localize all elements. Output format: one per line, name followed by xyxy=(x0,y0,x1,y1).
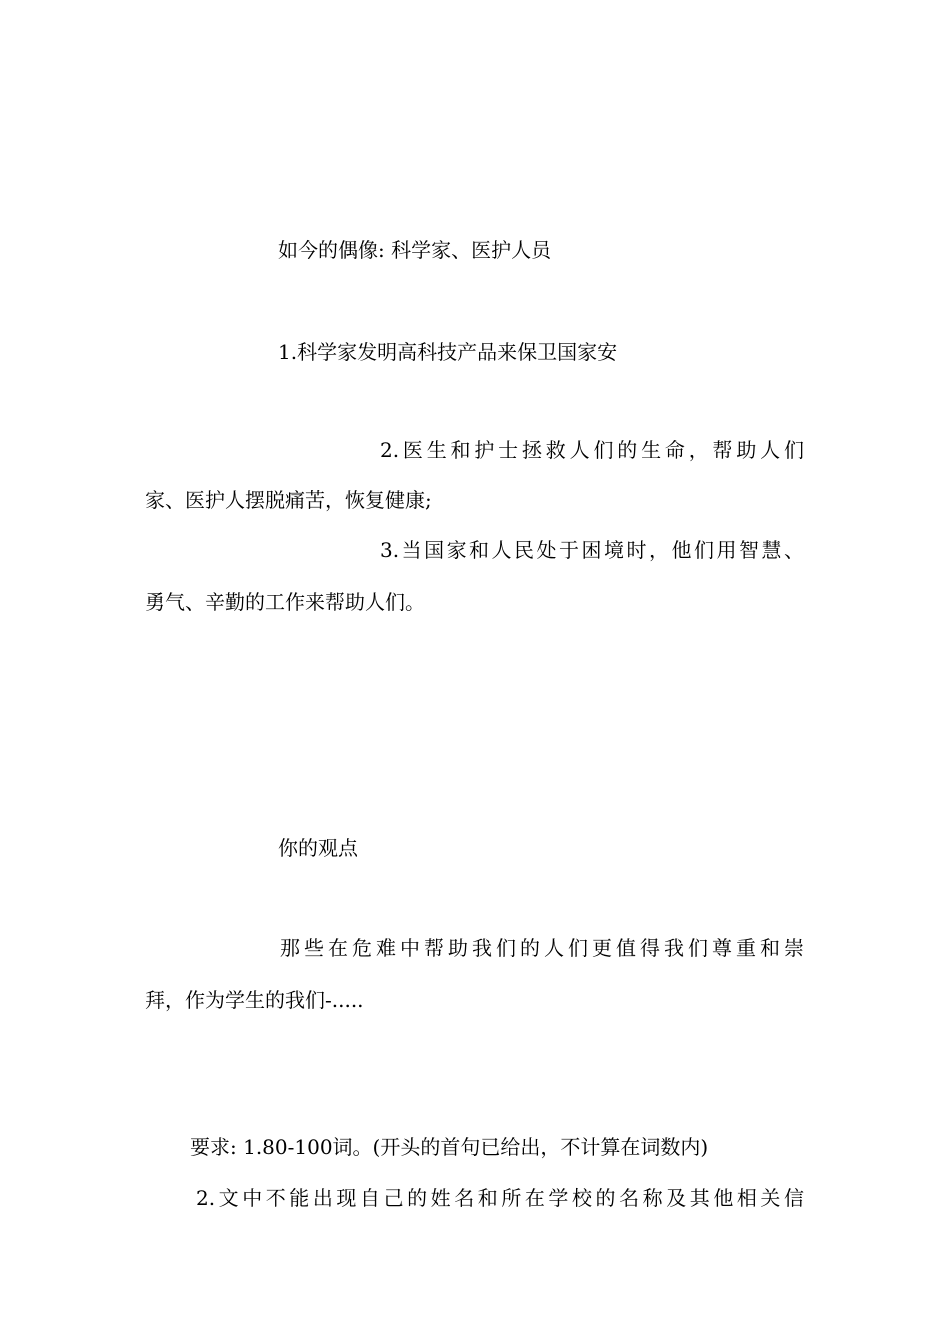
point-2-line-2: 家、医护人摆脱痛苦，恢复健康; xyxy=(145,488,432,512)
requirement-2: 2.文中不能出现自己的姓名和所在学校的名称及其他相关信 xyxy=(196,1186,804,1210)
opinion-heading: 你的观点 xyxy=(278,836,358,860)
opinion-line-2: 拜，作为学生的我们-..... xyxy=(145,988,364,1012)
point-3-line-2: 勇气、辛勤的工作来帮助人们。 xyxy=(145,590,425,614)
idol-heading: 如今的偶像: 科学家、医护人员 xyxy=(278,238,552,262)
point-2-line-1: 2.医生和护士拯救人们的生命，帮助人们 xyxy=(380,438,804,462)
requirement-1: 要求: 1.80-100词。(开头的首句已给出，不计算在词数内) xyxy=(190,1135,709,1159)
point-3-line-1: 3.当国家和人民处于困境时，他们用智慧、 xyxy=(380,538,804,562)
opinion-line-1: 那些在危难中帮助我们的人们更值得我们尊重和崇 xyxy=(280,936,804,960)
point-1-text: 1.科学家发明高科技产品来保卫国家安 xyxy=(278,340,618,364)
